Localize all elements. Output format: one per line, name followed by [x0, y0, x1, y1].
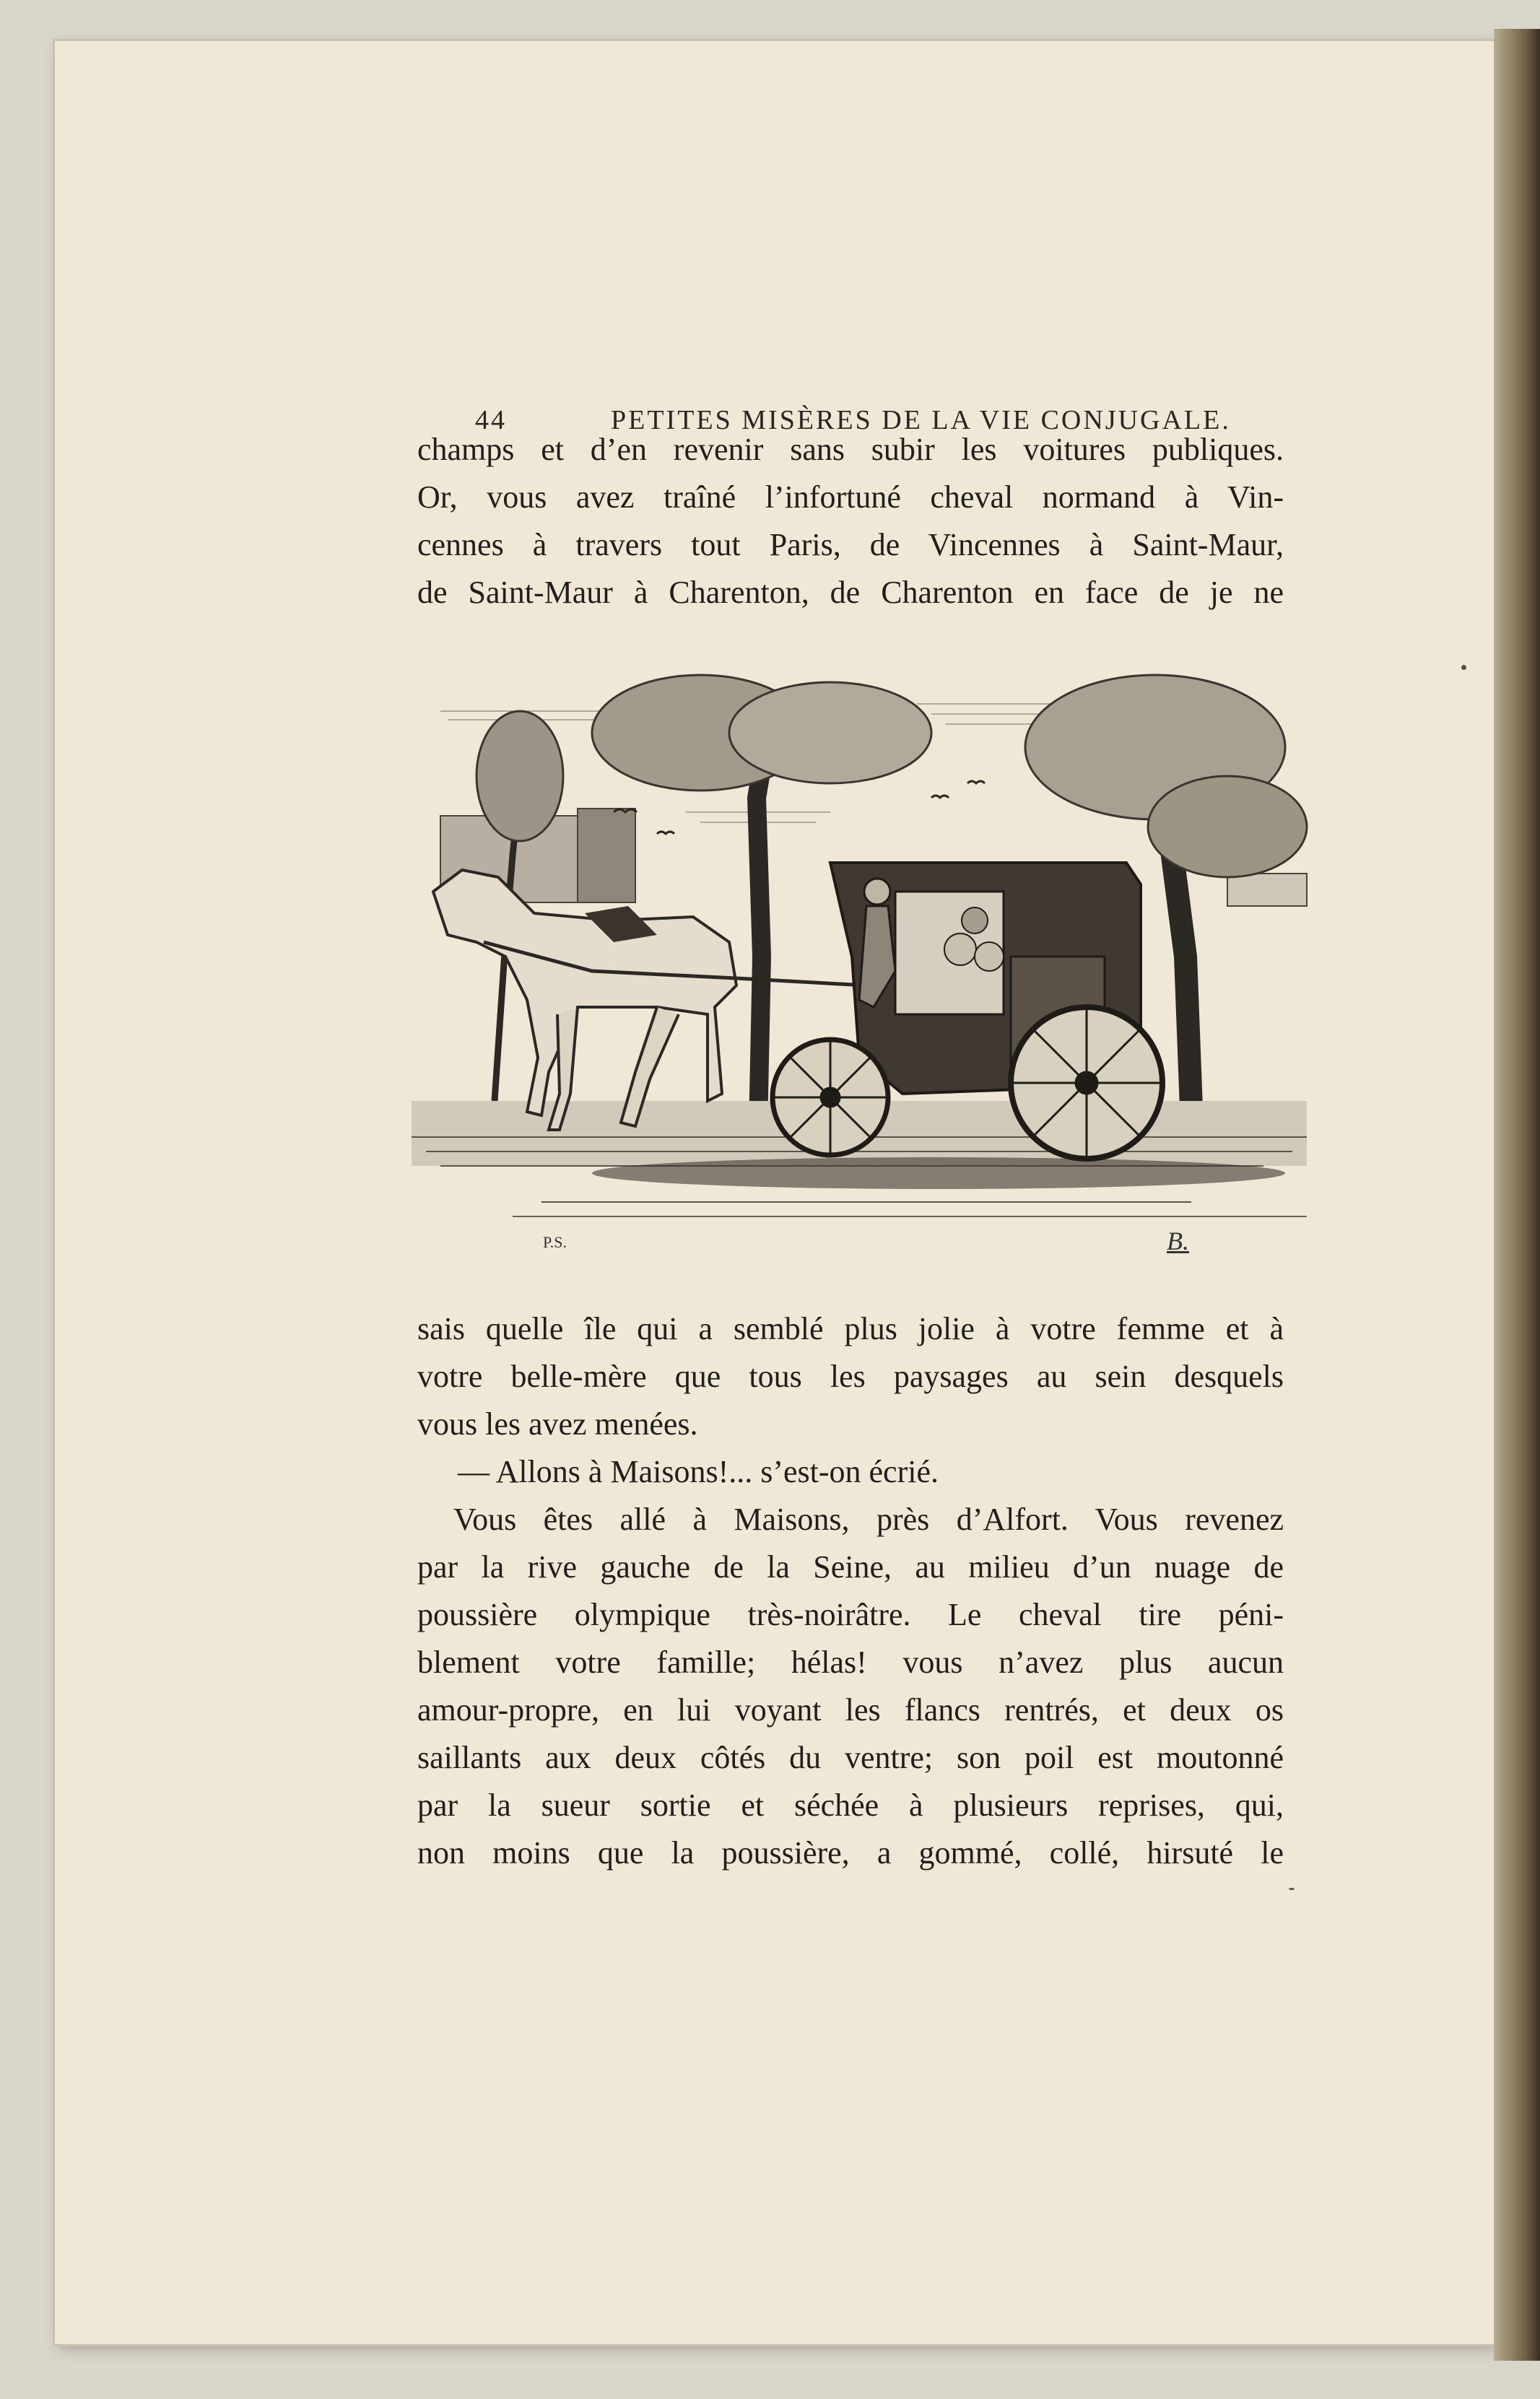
engraver-signature: P.S. — [543, 1233, 567, 1251]
page-number: 44 — [475, 405, 507, 435]
text-line: blement votre famille; hélas! vous n’avez plus aucun — [417, 1645, 1284, 1680]
text-block-after-illustration — [417, 1305, 1284, 1877]
text-line: par la rive gauche de la Seine, au milieu d’un nuage de — [417, 1549, 1284, 1585]
text-block-before-illustration — [417, 426, 1284, 617]
text-line: cennes à travers tout Paris, de Vincennes à Saint-Maur, — [417, 527, 1284, 562]
carriage-engraving — [397, 668, 1321, 1267]
running-title: PETITES MISÈRES DE LA VIE CONJUGALE. — [611, 405, 1231, 435]
front-wheel — [773, 1040, 888, 1155]
artist-signature: B. — [1167, 1227, 1189, 1255]
text-line: amour-propre, en lui voyant les flancs rentrés, et deux os — [417, 1692, 1284, 1728]
book-spine — [1494, 29, 1540, 2361]
text-line: non moins que la poussière, a gommé, collé, hirsuté le — [417, 1835, 1284, 1871]
text-line: sais quelle île qui a semblé plus jolie à votre femme et à — [417, 1311, 1284, 1346]
text-line: poussière olympique très-noirâtre. Le cheval tire péni- — [417, 1597, 1284, 1632]
rear-wheel — [1011, 1007, 1162, 1159]
text-line: champs et d’en revenir sans subir les voitures publiques. — [417, 432, 1284, 467]
text-line: par la sueur sortie et séchée à plusieurs reprises, qui, — [417, 1788, 1284, 1823]
text-line: Vous êtes allé à Maisons, près d’Alfort. Vous revenez — [453, 1502, 1284, 1537]
paper-speck — [1461, 665, 1466, 670]
text-line: de Saint-Maur à Charenton, de Charenton en face de je ne — [417, 575, 1284, 610]
text-line: vous les avez menées. — [417, 1406, 698, 1442]
text-line: saillants aux deux côtés du ventre; son poil est moutonné — [417, 1740, 1284, 1775]
paper-speck — [1289, 1888, 1295, 1890]
text-line: votre belle-mère que tous les paysages au sein desquels — [417, 1359, 1284, 1394]
text-line: Or, vous avez traîné l’infortuné cheval normand à Vin- — [417, 479, 1284, 515]
text-line: — Allons à Maisons!... s’est-on écrié. — [458, 1454, 939, 1489]
